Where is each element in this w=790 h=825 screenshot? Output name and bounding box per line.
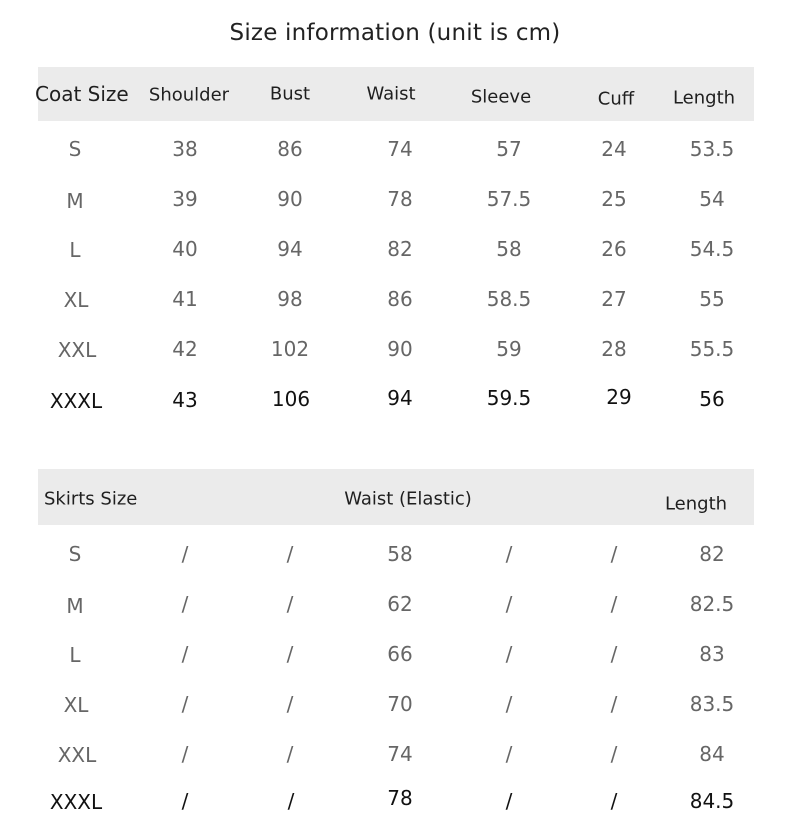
skirt-header-waist: Waist (Elastic) bbox=[344, 488, 472, 510]
coat-header-length: Length bbox=[672, 87, 736, 109]
skirt-cell: / bbox=[610, 692, 618, 716]
coat-header-waist: Waist bbox=[366, 83, 416, 105]
coat-cell: L bbox=[69, 238, 81, 262]
coat-cell: 54.5 bbox=[689, 237, 735, 261]
skirt-cell: / bbox=[610, 789, 618, 813]
coat-cell: 55 bbox=[699, 287, 725, 311]
skirt-cell: 62 bbox=[387, 592, 413, 616]
coat-header-bust: Bust bbox=[269, 83, 311, 105]
skirt-cell: XXXL bbox=[49, 790, 103, 814]
coat-cell: 86 bbox=[277, 137, 303, 161]
coat-cell: 26 bbox=[601, 237, 627, 261]
skirt-cell: / bbox=[505, 742, 513, 766]
coat-cell: 55.5 bbox=[689, 337, 735, 361]
skirt-cell: 84.5 bbox=[689, 789, 735, 813]
coat-cell: 56 bbox=[699, 387, 725, 411]
page-title: Size information (unit is cm) bbox=[229, 20, 561, 46]
coat-header-sleeve: Sleeve bbox=[470, 86, 532, 108]
skirt-header-size: Skirts Size bbox=[44, 488, 138, 510]
skirt-cell: 70 bbox=[387, 692, 413, 716]
coat-cell: 59.5 bbox=[486, 386, 532, 410]
coat-cell: 29 bbox=[606, 385, 632, 409]
coat-cell: 54 bbox=[699, 187, 725, 211]
skirt-cell: M bbox=[66, 594, 84, 618]
skirt-cell: 83 bbox=[699, 642, 725, 666]
skirt-cell: XXL bbox=[57, 743, 97, 767]
skirt-cell: S bbox=[68, 542, 82, 566]
coat-cell: 38 bbox=[172, 137, 198, 161]
coat-cell: 39 bbox=[172, 187, 198, 211]
skirt-cell: L bbox=[69, 643, 81, 667]
coat-cell: 43 bbox=[172, 388, 198, 412]
coat-cell: 94 bbox=[387, 386, 413, 410]
skirt-cell: / bbox=[287, 789, 295, 813]
coat-cell: S bbox=[68, 137, 82, 161]
skirt-cell: / bbox=[181, 742, 189, 766]
skirt-cell: / bbox=[286, 592, 294, 616]
coat-cell: 78 bbox=[387, 187, 413, 211]
coat-cell: 90 bbox=[387, 337, 413, 361]
coat-cell: 57 bbox=[496, 137, 522, 161]
skirt-cell: 82.5 bbox=[689, 592, 735, 616]
coat-cell: 27 bbox=[601, 287, 627, 311]
coat-cell: 40 bbox=[172, 237, 198, 261]
coat-header-size: Coat Size bbox=[35, 82, 129, 106]
skirt-cell: / bbox=[610, 742, 618, 766]
skirt-cell: / bbox=[505, 542, 513, 566]
skirt-cell: / bbox=[286, 642, 294, 666]
coat-header-shoulder: Shoulder bbox=[148, 84, 230, 106]
skirt-cell: / bbox=[610, 542, 618, 566]
skirt-cell: / bbox=[505, 692, 513, 716]
coat-cell: 42 bbox=[172, 337, 198, 361]
coat-cell: 74 bbox=[387, 137, 413, 161]
skirt-cell: 84 bbox=[699, 742, 725, 766]
coat-cell: 53.5 bbox=[689, 137, 735, 161]
skirt-cell: 82 bbox=[699, 542, 725, 566]
coat-cell: 25 bbox=[601, 187, 627, 211]
skirt-cell: / bbox=[286, 542, 294, 566]
skirt-cell: 58 bbox=[387, 542, 413, 566]
skirt-cell: / bbox=[505, 642, 513, 666]
coat-cell: 58.5 bbox=[486, 287, 532, 311]
skirt-cell: / bbox=[286, 692, 294, 716]
skirt-cell: / bbox=[181, 642, 189, 666]
skirt-cell: 74 bbox=[387, 742, 413, 766]
skirt-cell: / bbox=[610, 592, 618, 616]
skirt-cell: / bbox=[286, 742, 294, 766]
coat-cell: 94 bbox=[277, 237, 303, 261]
coat-cell: 59 bbox=[496, 337, 522, 361]
skirt-cell: 66 bbox=[387, 642, 413, 666]
skirt-cell: / bbox=[505, 789, 513, 813]
coat-cell: 28 bbox=[601, 337, 627, 361]
skirt-header-length: Length bbox=[664, 493, 728, 515]
skirt-cell: 78 bbox=[387, 786, 413, 810]
coat-cell: XL bbox=[63, 288, 89, 312]
coat-cell: 24 bbox=[601, 137, 627, 161]
skirt-cell: / bbox=[181, 542, 189, 566]
skirt-cell: / bbox=[505, 592, 513, 616]
coat-cell: 98 bbox=[277, 287, 303, 311]
coat-cell: 41 bbox=[172, 287, 198, 311]
coat-cell: M bbox=[66, 189, 84, 213]
coat-cell: 90 bbox=[277, 187, 303, 211]
coat-cell: 58 bbox=[496, 237, 522, 261]
skirt-cell: / bbox=[181, 592, 189, 616]
coat-cell: XXL bbox=[57, 338, 97, 362]
coat-cell: 86 bbox=[387, 287, 413, 311]
coat-cell: XXXL bbox=[49, 389, 103, 413]
skirt-cell: / bbox=[610, 642, 618, 666]
skirt-cell: / bbox=[181, 789, 189, 813]
coat-cell: 102 bbox=[270, 337, 310, 361]
coat-cell: 82 bbox=[387, 237, 413, 261]
skirt-cell: XL bbox=[63, 693, 89, 717]
coat-cell: 106 bbox=[271, 387, 311, 411]
skirt-cell: 83.5 bbox=[689, 692, 735, 716]
coat-cell: 57.5 bbox=[486, 187, 532, 211]
skirt-cell: / bbox=[181, 692, 189, 716]
coat-header-cuff: Cuff bbox=[597, 88, 635, 110]
